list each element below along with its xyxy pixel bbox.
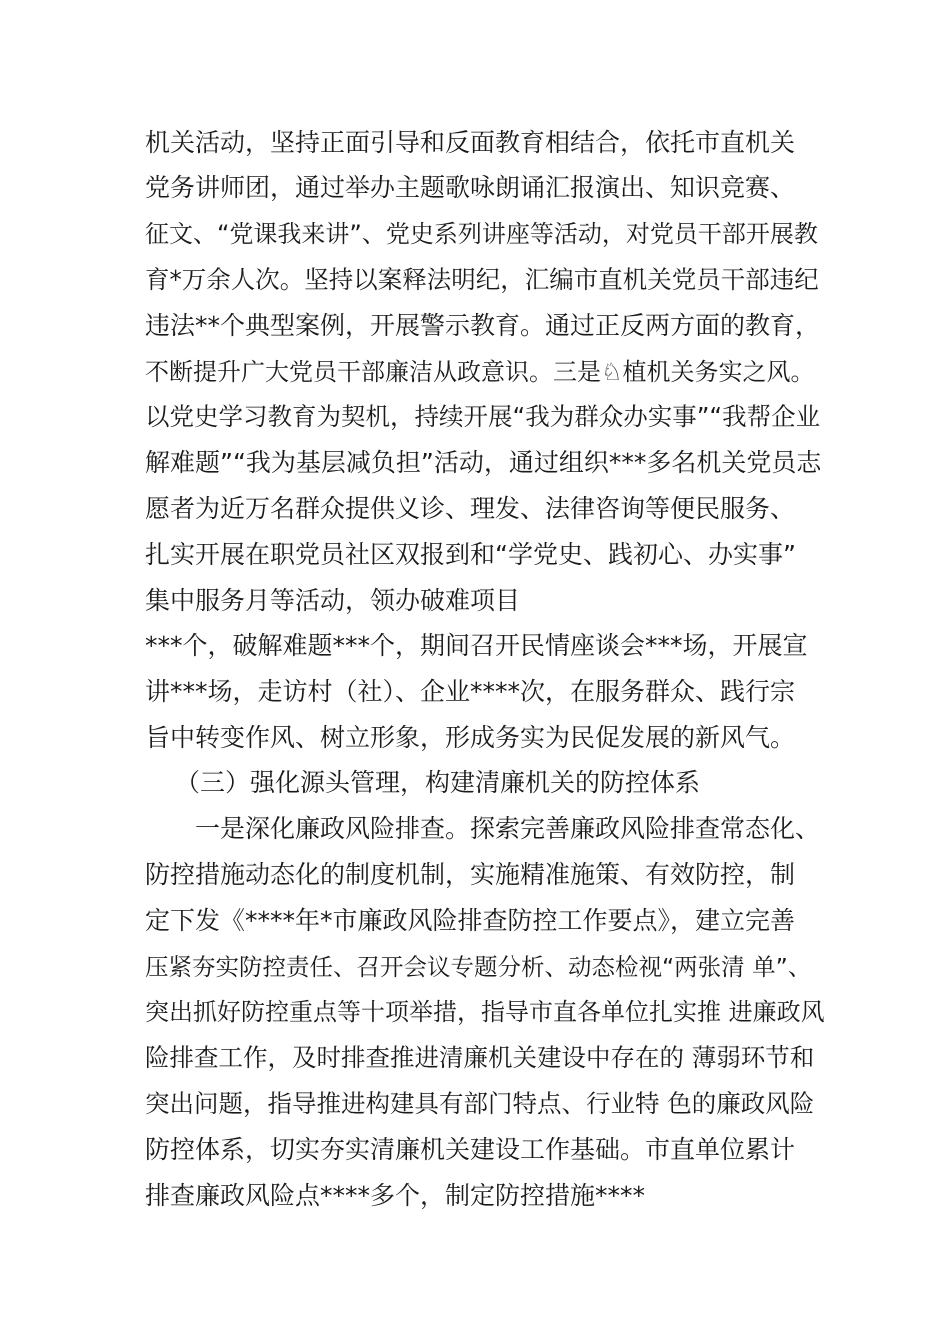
- paragraph-line: ***个，破解难题***个，期间召开民情座谈会***场，开展宣: [145, 631, 808, 660]
- paragraph-line: 讲***场，走访村（社）、企业****次，在服务群众、践行宗: [145, 677, 796, 706]
- paragraph-line: 育*万余人次。坚持以案释法明纪，汇编市直机关党员干部违纪: [145, 265, 819, 294]
- paragraph-line: 一是深化廉政风险排查。探索完善廉政风险排查常态化、: [195, 814, 821, 843]
- paragraph-line: 不断提升广大党员干部廉洁从政意识。三是♘植机关务实之风。: [145, 358, 815, 386]
- paragraph-line: 旨中转变作风、树立形象，形成务实为民促发展的新风气。: [145, 723, 796, 752]
- paragraph-line: 定下发《****年*市廉政风险排查防控工作要点》，建立完善: [145, 906, 796, 935]
- paragraph-line: 机关活动，坚持正面引导和反面教育相结合，依托市直机关: [145, 128, 796, 157]
- paragraph-line: 集中服务月等活动，领办破难项目: [145, 586, 521, 615]
- paragraph-line: 愿者为近万名群众提供义诊、理发、法律咨询等便民服务、: [145, 494, 796, 523]
- paragraph-line: 以党史学习教育为契机，持续开展“我为群众办实事”“我帮企业: [145, 402, 821, 431]
- paragraph-line: 排查廉政风险点****多个，制定防控措施****: [145, 1181, 646, 1210]
- paragraph-line: 突出问题，指导推进构建具有部门特点、行业特 色的廉政风险: [145, 1089, 815, 1118]
- paragraph-line: 险排查工作，及时排查推进清廉机关建设中存在的 薄弱环节和: [145, 1043, 815, 1072]
- paragraph-line: 党务讲师团，通过举办主题歌咏朗诵汇报演出、知识竞赛、: [145, 173, 796, 202]
- paragraph-line: 解难题”“我为基层减负担”活动，通过组织***多名机关党员志: [145, 448, 822, 477]
- paragraph-line: 防控体系，切实夯实清廉机关建设工作基础。市直单位累计: [145, 1135, 796, 1164]
- paragraph-line: 扎实开展在职党员社区双报到和“学党史、践初心、办实事”: [145, 540, 796, 569]
- paragraph-line: 压紧夯实防控责任、召开会议专题分析、动态检视“两张清 单”、: [145, 953, 812, 981]
- paragraph-line: 征文、“党课我来讲”、党史系列讲座等活动，对党员干部开展教: [145, 220, 818, 248]
- paragraph-line: 违法**个典型案例，开展警示教育。通过正反两方面的教育，: [145, 311, 821, 340]
- paragraph-line: 防控措施动态化的制度机制，实施精准施策、有效防控，制: [145, 860, 796, 889]
- paragraph-line: 突出抓好防控重点等十项举措，指导市直各单位扎实推 进廉政风: [145, 998, 825, 1026]
- section-heading: （三）强化源头管理，构建清廉机关的防控体系: [175, 768, 701, 797]
